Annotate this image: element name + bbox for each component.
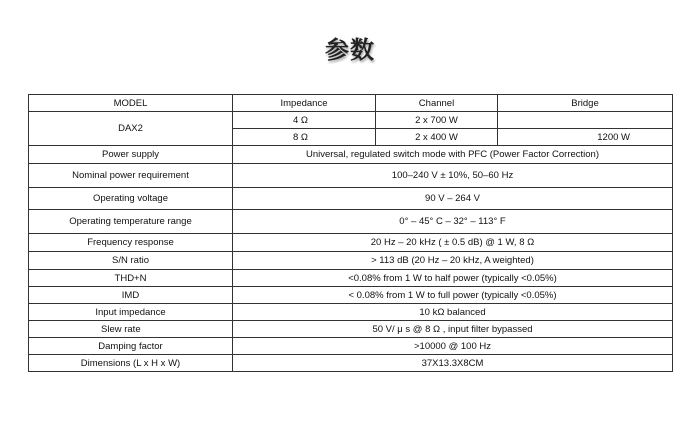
spec-value: <0.08% from 1 W to half power (typically <0.05%) (233, 270, 673, 287)
spec-label: Dimensions (L x H x W) (29, 355, 233, 372)
spec-label: Power supply (29, 146, 233, 164)
table-row (29, 321, 673, 338)
header-bridge: Bridge (498, 95, 673, 112)
spec-table (28, 94, 673, 372)
table-row (29, 164, 673, 188)
spec-value: > 113 dB (20 Hz – 20 kHz, A weighted) (233, 252, 673, 270)
channel-value: 2 x 400 W (376, 129, 498, 146)
table-row (29, 304, 673, 321)
table-header-row (29, 95, 673, 112)
table-row (29, 338, 673, 355)
table-row (29, 252, 673, 270)
header-channel: Channel (376, 95, 498, 112)
spec-value: 20 Hz – 20 kHz ( ± 0.5 dB) @ 1 W, 8 Ω (233, 234, 673, 252)
spec-value: 37X13.3X8CM (233, 355, 673, 372)
spec-label: Damping factor (29, 338, 233, 355)
header-model: MODEL (29, 95, 233, 112)
spec-value: 10 kΩ balanced (233, 304, 673, 321)
table-row (29, 355, 673, 372)
spec-value: 100–240 V ± 10%, 50–60 Hz (233, 164, 673, 188)
table-row (29, 270, 673, 287)
header-impedance: Impedance (233, 95, 376, 112)
impedance-value: 8 Ω (233, 129, 376, 146)
spec-label: Frequency response (29, 234, 233, 252)
table-row (29, 112, 673, 129)
spec-label: Input impedance (29, 304, 233, 321)
spec-label: Operating voltage (29, 188, 233, 210)
spec-label: Nominal power requirement (29, 164, 233, 188)
table-row (29, 287, 673, 304)
page-title: 参数 (325, 36, 375, 64)
spec-value: Universal, regulated switch mode with PFC (Power Factor Correction) (233, 146, 673, 164)
bridge-value: 1200 W (498, 129, 673, 146)
spec-label: S/N ratio (29, 252, 233, 270)
bridge-value (498, 112, 673, 129)
channel-value: 2 x 700 W (376, 112, 498, 129)
spec-label: THD+N (29, 270, 233, 287)
spec-value: >10000 @ 100 Hz (233, 338, 673, 355)
table-row (29, 188, 673, 210)
spec-label: Operating temperature range (29, 210, 233, 234)
impedance-value: 4 Ω (233, 112, 376, 129)
table-row (29, 146, 673, 164)
model-name: DAX2 (29, 112, 233, 146)
spec-value: < 0.08% from 1 W to full power (typically <0.05%) (233, 287, 673, 304)
spec-value: 0° – 45° C – 32° – 113° F (233, 210, 673, 234)
spec-label: IMD (29, 287, 233, 304)
table-row (29, 210, 673, 234)
spec-value: 50 V/ μ s @ 8 Ω , input filter bypassed (233, 321, 673, 338)
spec-label: Slew rate (29, 321, 233, 338)
spec-value: 90 V – 264 V (233, 188, 673, 210)
table-row (29, 234, 673, 252)
